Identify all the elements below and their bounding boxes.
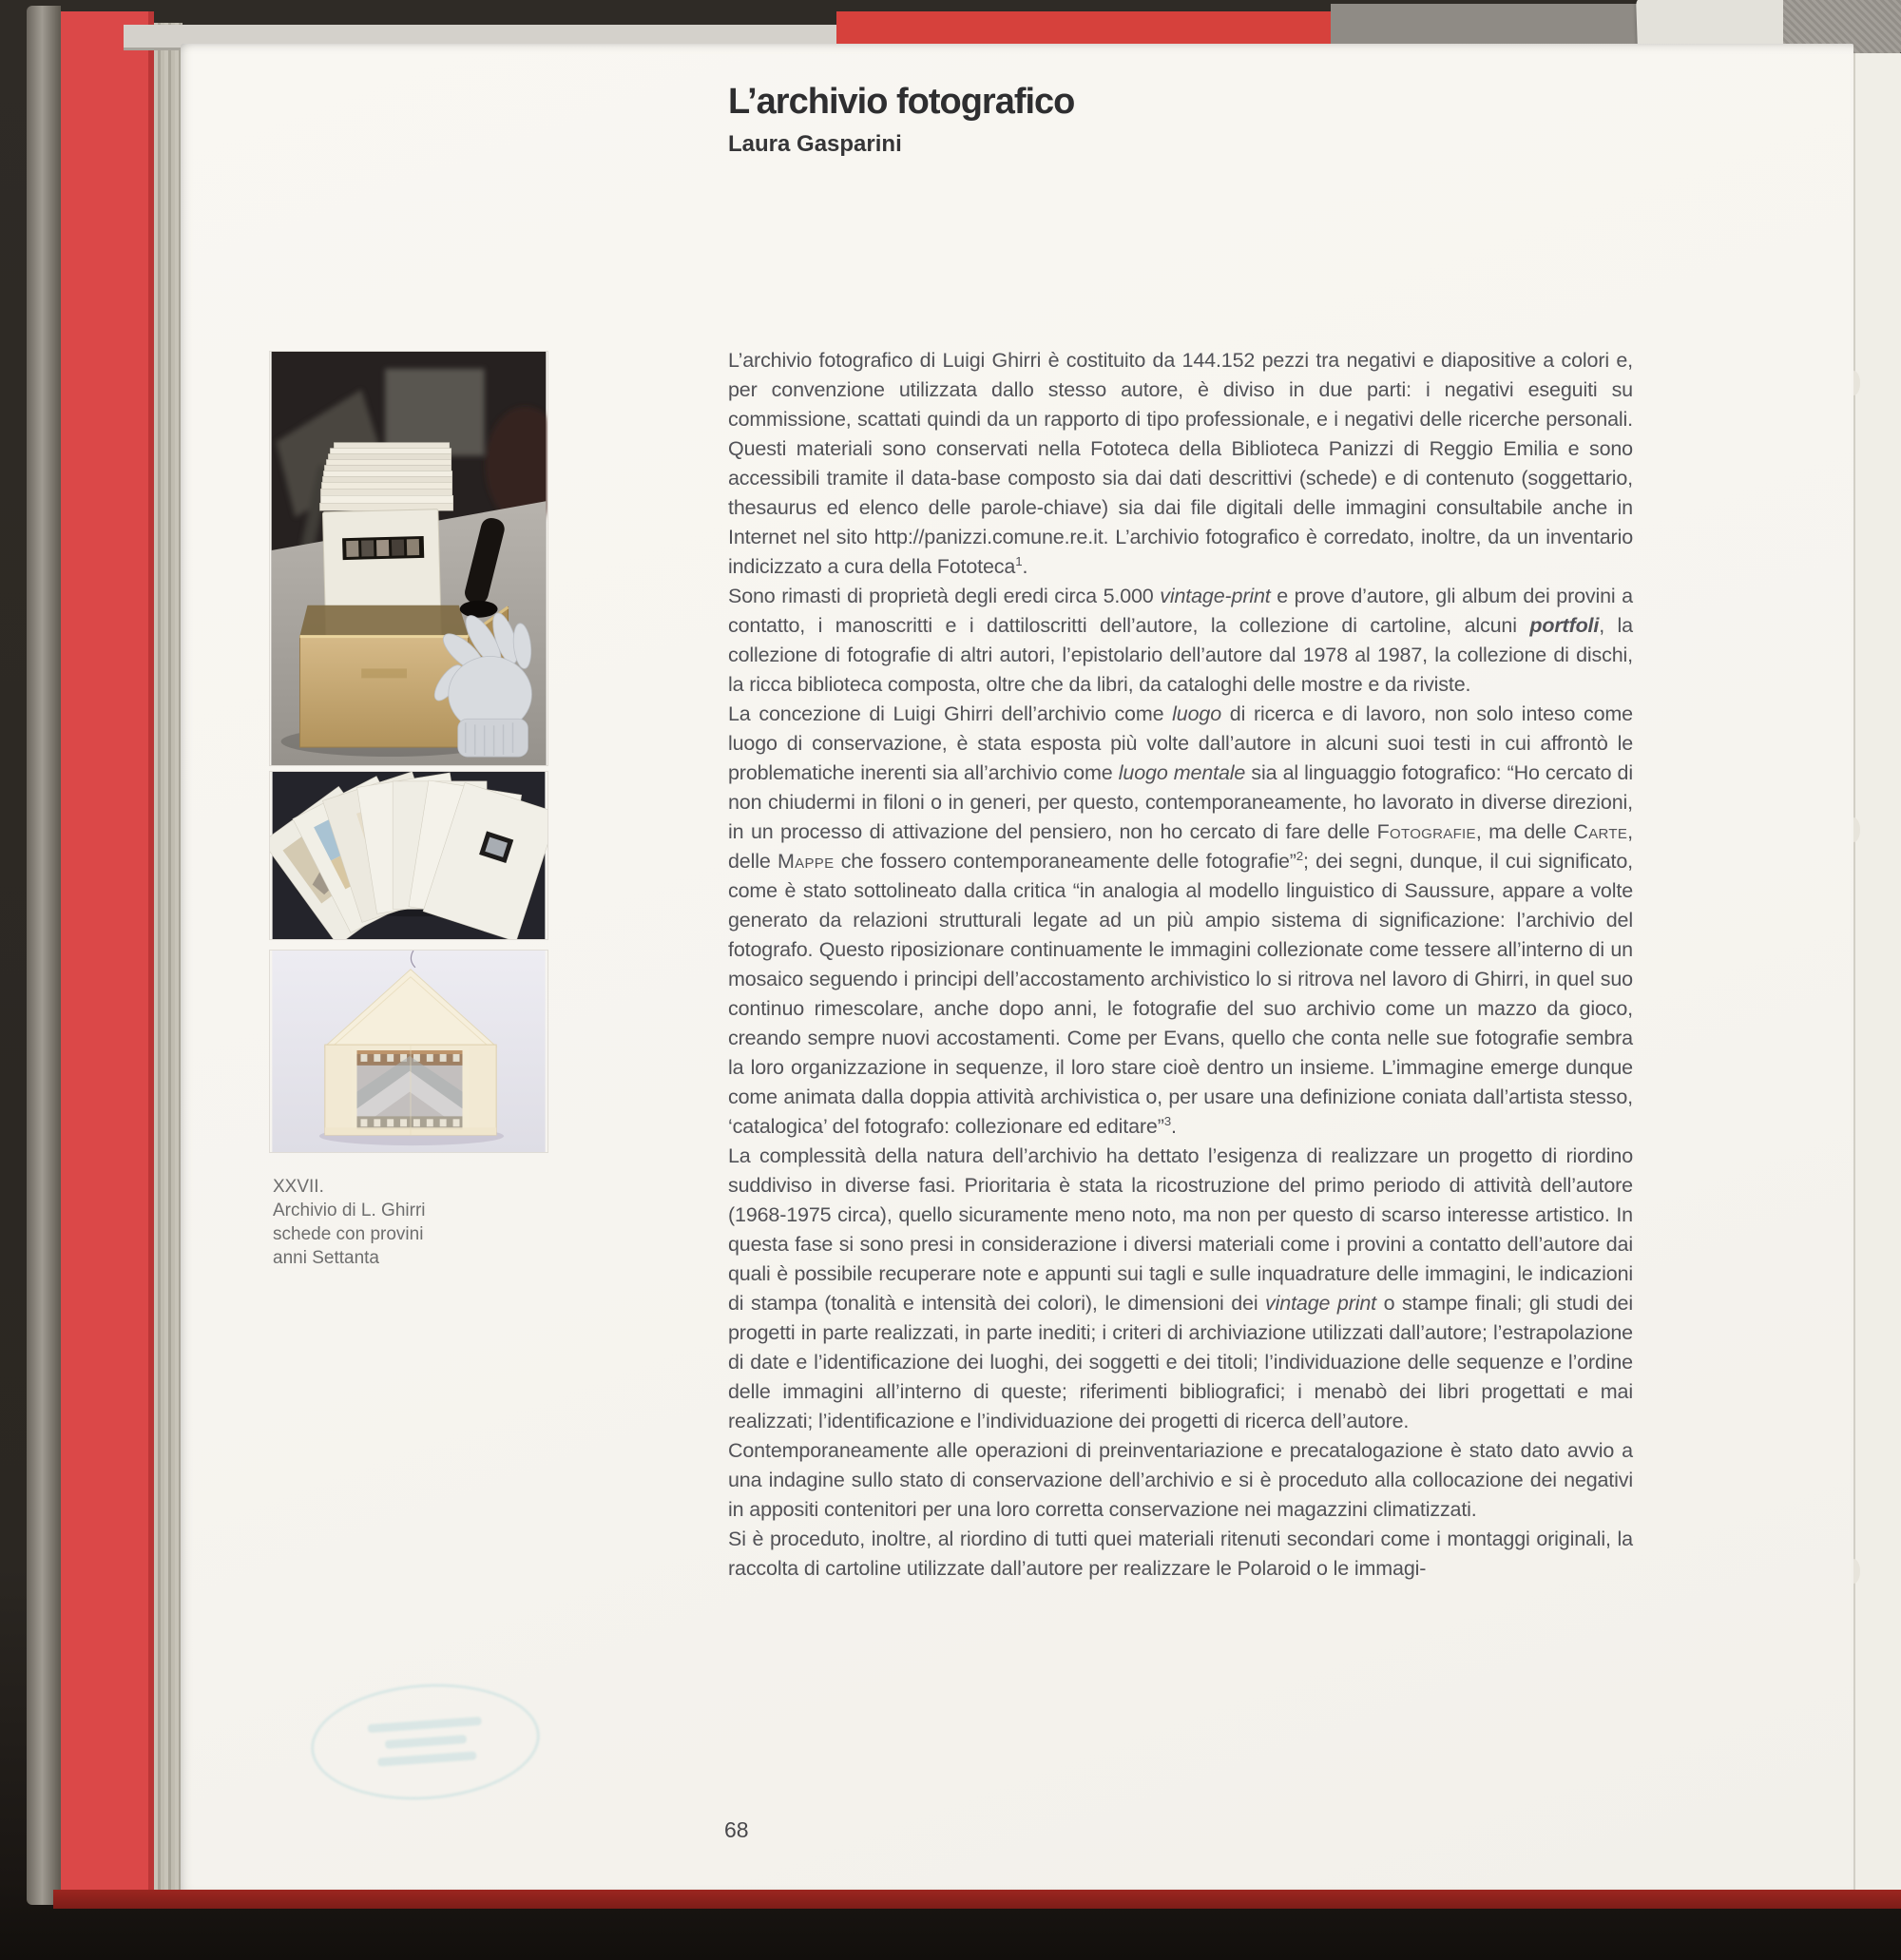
- figure-caption: [273, 1175, 426, 1270]
- library-stamp: [307, 1677, 544, 1808]
- text-segment: La complessità della natura dell’archivio ha dettato l’esigenza di realizzare un progetto di riordino suddiviso in diverse fasi. Prioritaria è stata la ricostruzione del primo periodo di attività dell’autore (1968-1975 circa), quello sicuramente meno noto, ma non per questo di scarso interesse artistico. In questa fase si sono presi in considerazione i diversi materiali come i provini a contatto dell’autore dai quali è possibile recuperare note e appunti sui tagli e sulle inquadrature delle immagini, le indicazioni di stampa (tonalità e intensità dei colori), le dimensioni dei: [728, 1144, 1633, 1315]
- text-segment: che fossero contemporaneamente delle fotografie”: [834, 850, 1296, 873]
- body-paragraph: [728, 1436, 1633, 1525]
- card-stack: [319, 443, 452, 511]
- caption-line: anni Settanta: [273, 1248, 379, 1268]
- body-paragraph: [728, 1525, 1633, 1584]
- red-cover-bottom: [53, 1890, 1901, 1909]
- figure-cards-fan-photo: [270, 772, 547, 939]
- page-number: 68: [724, 1817, 749, 1842]
- envelope-illustration: [270, 951, 547, 1152]
- text-segment: 3: [1163, 1113, 1171, 1128]
- stamp-line: [377, 1751, 476, 1766]
- text-segment: 2: [1296, 848, 1304, 863]
- text-segment: .: [1022, 555, 1028, 578]
- text-segment: e prove d’autore, gli album dei provini a contatto, i manoscritti e i dattiloscritti dell’autore, la collezione di cartoline, alcuni: [728, 585, 1633, 637]
- text-segment: Mappe: [777, 850, 835, 873]
- text-segment: sia al linguaggio fotografico: “Ho cercato di non chiudermi in filoni o in generi, per questo, contemporaneamente, ho lavorato in diverse direzioni, in un processo di attivazione del pensiero, non ho cercato di fare delle: [728, 761, 1633, 843]
- page-title: L’archivio fotografico: [728, 82, 1075, 122]
- text-segment: Sono rimasti di proprietà degli eredi circa 5.000: [728, 585, 1161, 607]
- text-segment: , delle: [728, 820, 1633, 873]
- caption-line: schede con provini: [273, 1224, 424, 1244]
- body-paragraph: [728, 346, 1633, 582]
- text-segment: Carte: [1573, 820, 1628, 843]
- stamp-line: [384, 1735, 466, 1749]
- text-segment: vintage-print: [1160, 585, 1271, 607]
- page-author: Laura Gasparini: [728, 131, 902, 157]
- body-paragraph: [728, 700, 1633, 1142]
- text-segment: vintage print: [1265, 1292, 1376, 1315]
- text-segment: 1: [1015, 553, 1023, 568]
- text-segment: o stampe finali; gli studi dei progetti in parte realizzati, in parte inediti; i criteri di archiviazione utilizzati dall’autore; l’estrapolazione di date e l’identificazione dei luoghi, dei soggetti e dei titoli; l’individuazione delle sequenze e l’ordine delle immagini all’interno di queste; riferimenti bibliografici; i menabò dei libri progettati e mai realizzati; l’identificazione e l’individuazione dei progetti di ricerca dell’autore.: [728, 1292, 1633, 1432]
- stamp-line: [367, 1717, 481, 1733]
- figure-envelope-photo: [270, 951, 547, 1152]
- text-segment: Si è proceduto, inoltre, al riordino di tutti quei materiali ritenuti secondari come i montaggi originali, la raccolta di cartoline utilizzate dall’autore per realizzare le Polaroid o le immagi-: [728, 1528, 1633, 1580]
- text-segment: portfoli: [1529, 614, 1600, 637]
- caption-line: Archivio di L. Ghirri: [273, 1201, 426, 1220]
- red-endpaper-band: [61, 11, 154, 1897]
- body-paragraph: [728, 1142, 1633, 1436]
- text-segment: luogo mentale: [1118, 761, 1246, 784]
- page-edges-right: [1853, 53, 1901, 1890]
- body-text: [728, 346, 1633, 1584]
- text-segment: , ma delle: [1475, 820, 1574, 843]
- book-board-edge: [27, 6, 61, 1905]
- archive-box-illustration: [270, 352, 547, 765]
- text-segment: La concezione di Luigi Ghirri dell’archivio come: [728, 702, 1173, 725]
- text-segment: Contemporaneamente alle operazioni di preinventariazione e precatalogazione è stato dato avvio a una indagine sullo stato di conservazione dell’archivio e si è proceduto alla collocazione dei negativi in appositi contenitori per una loro corretta conservazione nei magazzini climatizzati.: [728, 1439, 1633, 1521]
- figure-archive-box-photo: [270, 352, 547, 765]
- red-cover-top: [836, 11, 1350, 48]
- text-segment: luogo: [1172, 702, 1222, 725]
- text-segment: Fotografie: [1376, 820, 1476, 843]
- text-segment: L’archivio fotografico di Luigi Ghirri è costituito da 144.152 pezzi tra negativi e diapositive a colori e, per convenzione utilizzata dallo stesso autore, è diviso in due parti: i negativi eseguiti su commissione, scattati quindi da un rapporto di tipo professionale, e i negativi delle ricerche personali. Questi materiali sono conservati nella Fototeca della Biblioteca Panizzi di Reggio Emilia e sono accessibili tramite il data-base composto sia dai dati descrittivi (schede) e di contenuto (soggettario, thesaurus ed elenco delle parole-chiave) sia dai file digitali delle immagini consultabile anche in Internet nel sito http://panizzi.comune.re.it. L’archivio fotografico è corredato, inoltre, da un inventario indicizzato a cura della Fototeca: [728, 349, 1633, 578]
- cards-fan-illustration: [270, 772, 547, 939]
- text-segment: , la collezione di fotografie di altri autori, l’epistolario dell’autore dal 1978 al 1987, la collezione di dischi, la ricca biblioteca composta, oltre che da libri, da cataloghi delle mostre e da riviste.: [728, 614, 1633, 696]
- page-edges-left: [154, 23, 182, 1892]
- text-segment: ; dei segni, dunque, il cui significato, come è stato sottolineato dalla critica “in analogia al modello linguistico di Saussure, appare a volte generato da relazioni strutturali legate ad un più ampio sistema di significazione: l’archivio del fotografo. Questo riposizionare continuamente le immagini collezionate come tessere all’interno di un mosaico seguendo i principi dell’accostamento archivistico lo si ritrova nel lavoro di Ghirri, in quel suo continuo rimescolare, anche dopo anni, le fotografie del suo archivio come un mazzo da gioco, creando sempre nuovi accostamenti. Come per Evans, quello che conta nelle sue fotografie sembra la loro organizzazione in sequenze, il loro stare cioè dentro un insieme. L’immagine emerge dunque come animata dalla doppia attività archivistica o, per usare una definizione coniata dall’artista stesso, ‘catalogica’ del fotografo: collezionare ed editare”: [728, 850, 1634, 1138]
- caption-line: XXVII.: [273, 1177, 324, 1197]
- book-page: [181, 44, 1853, 1890]
- body-paragraph: [728, 582, 1633, 700]
- text-segment: .: [1170, 1115, 1177, 1138]
- text-segment: di ricerca e di lavoro, non solo inteso come luogo di conservazione, è stata esposta più volte dall’autore in alcuni suoi testi in cui affrontò le problematiche inerenti sia all’archivio come: [728, 702, 1633, 784]
